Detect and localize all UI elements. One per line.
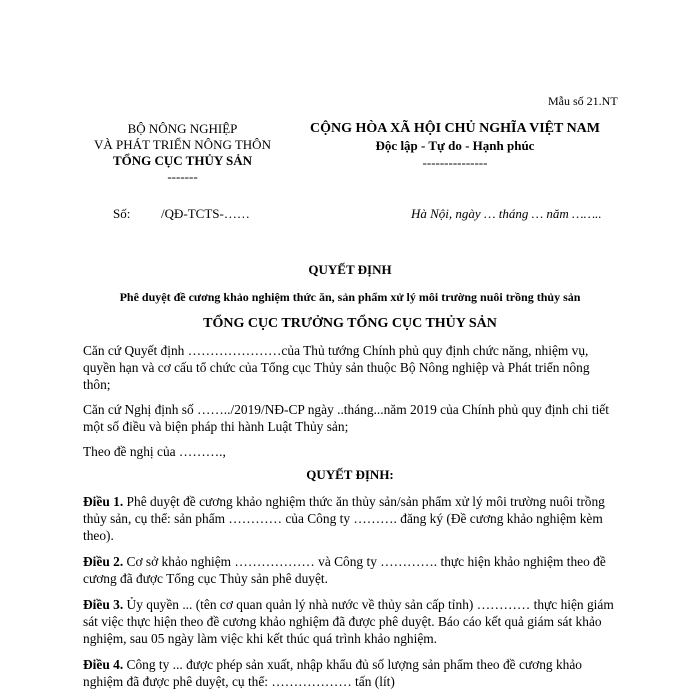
document-title: QUYẾT ĐỊNH bbox=[308, 262, 392, 277]
national-motto: Độc lập - Tự do - Hạnh phúc bbox=[375, 138, 535, 153]
form-number: Mẫu số 21.NT bbox=[548, 94, 618, 108]
article-1 bbox=[83, 493, 618, 544]
national-header bbox=[300, 120, 610, 171]
ministry-name-line1: BỘ NÔNG NGHIỆP bbox=[127, 121, 238, 136]
left-header-rule: ------- bbox=[167, 169, 198, 184]
article-3-label: Điều 3. bbox=[83, 597, 124, 612]
agency-name: TỔNG CỤC THỦY SẢN bbox=[112, 153, 253, 168]
article-4-label: Điều 4. bbox=[83, 657, 124, 672]
right-header-rule: --------------- bbox=[422, 155, 488, 170]
document-number: /QĐ-TCTS-…… bbox=[161, 206, 250, 221]
document-subtitle: Phê duyệt đề cương khảo nghiệm thức ăn, sản phẩm xử lý môi trường nuôi trồng thủy sản bbox=[119, 290, 581, 304]
article-4 bbox=[83, 656, 618, 690]
document-number-label: Số: bbox=[113, 206, 131, 221]
article-3-text: Ủy quyền ... (tên cơ quan quản lý nhà nước về thủy sản cấp tỉnh) ………… thực hiện giám sát việc thực hiện theo đề cương khảo nghiệm đã được phê duyệt. Báo cáo kết quả giám sát khảo nghiệm, sau 05 ngày làm việc khi kết thúc quá trình khảo nghiệm. bbox=[83, 597, 614, 646]
legal-basis-1: Căn cứ Quyết định …………………của Thủ tướng Chính phủ quy định chức năng, nhiệm vụ, quyền hạn và cơ cấu tổ chức của Tổng cục Thủy sản thuộc Bộ Nông nghiệp và Phát triển nông thôn; bbox=[83, 343, 590, 392]
article-3 bbox=[83, 596, 618, 647]
national-name: CỘNG HÒA XÃ HỘI CHỦ NGHĨA VIỆT NAM bbox=[309, 121, 600, 136]
proposal-line: Theo đề nghị của ………., bbox=[83, 444, 226, 459]
legal-basis-2: Căn cứ Nghị định số ……../2019/NĐ-CP ngày ..tháng...năm 2019 của Chính phủ quy định chi tiết một số điều và biện pháp thi hành Luật Thủy sản; bbox=[83, 402, 609, 434]
article-4-text: Công ty ... được phép sản xuất, nhập khẩu đủ số lượng sản phẩm theo đề cương khảo nghiệm đã được phê duyệt, cụ thể: ……………… tấn (lít) bbox=[83, 657, 582, 689]
decision-heading: QUYẾT ĐỊNH: bbox=[306, 467, 394, 482]
article-2-label: Điều 2. bbox=[83, 554, 124, 569]
article-1-label: Điều 1. bbox=[83, 494, 124, 509]
issuing-agency-header bbox=[70, 121, 295, 185]
article-2-text: Cơ sở khảo nghiệm ……………… và Công ty …………. thực hiện khảo nghiệm theo đề cương đã được Tổng cục Thủy sản phê duyệt. bbox=[83, 554, 606, 586]
article-1-text: Phê duyệt đề cương khảo nghiệm thức ăn thủy sản/sản phẩm xử lý môi trường nuôi trồng thủy sản, cụ thể: sản phẩm ………… của Công ty ………. đăng ký (Đề cương khảo nghiệm kèm theo). bbox=[83, 494, 605, 543]
place-and-date: Hà Nội, ngày … tháng … năm …….. bbox=[411, 206, 602, 221]
ministry-name-line2: VÀ PHÁT TRIỂN NÔNG THÔN bbox=[94, 137, 271, 152]
article-2 bbox=[83, 553, 618, 587]
issuing-authority: TỔNG CỤC TRƯỞNG TỔNG CỤC THỦY SẢN bbox=[203, 316, 497, 331]
